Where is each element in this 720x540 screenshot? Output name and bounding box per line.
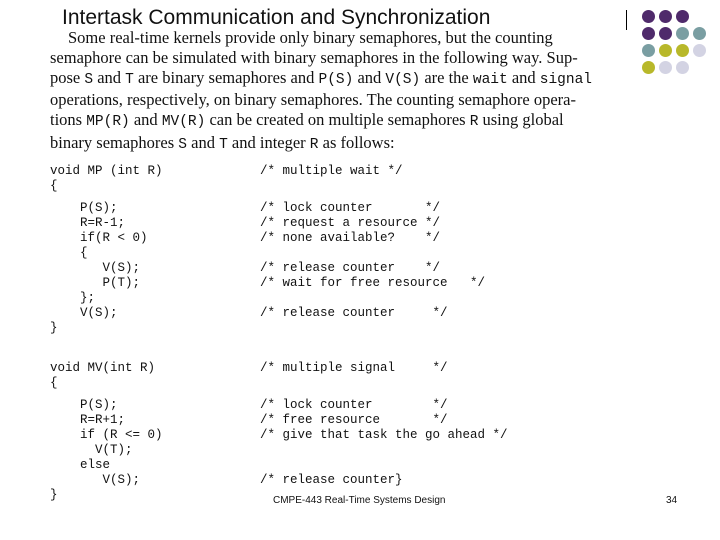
decorative-dot	[642, 27, 655, 40]
text-run: semaphore can be simulated with binary semaphores in the following way. Sup-	[50, 47, 578, 67]
paragraph-line	[50, 110, 630, 133]
decorative-dot	[693, 27, 706, 40]
decorative-dot	[676, 27, 689, 40]
text-run: as follows:	[318, 132, 395, 152]
code-comment: /* release counter */	[260, 261, 441, 275]
page-number: 34	[666, 495, 678, 506]
text-run: and	[93, 67, 126, 87]
inline-code: R	[309, 136, 319, 153]
decorative-dot	[693, 44, 706, 57]
footer-course: CMPE-443 Real-Time Systems Design	[273, 495, 446, 506]
text-run: binary semaphores	[50, 132, 179, 152]
decorative-dot	[659, 44, 672, 57]
code-line: V(S);	[50, 473, 141, 487]
code-comment: /* release counter */	[260, 306, 448, 320]
inline-code: V(S)	[385, 71, 421, 88]
code-line: void MV(int R)	[50, 361, 156, 375]
code-comment: /* lock counter */	[260, 201, 441, 215]
inline-code: T	[219, 136, 228, 153]
code-line: if (R <= 0)	[50, 428, 163, 442]
code-line: V(S);	[50, 261, 141, 275]
code-line: P(S);	[50, 201, 118, 215]
code-line: void MP (int R)	[50, 164, 163, 178]
decorative-dot	[676, 10, 689, 23]
text-run: operations, respectively, on binary semaphores. The counting semaphore opera-	[50, 90, 576, 110]
code-comment: /* release counter}	[260, 473, 403, 487]
decorative-dot	[659, 27, 672, 40]
code-line: V(S);	[50, 306, 118, 320]
code-comment: /* wait for free resource */	[260, 276, 486, 290]
inline-code: T	[125, 71, 134, 88]
code-line: {	[50, 246, 88, 260]
decorative-dot	[642, 10, 655, 23]
code-line: }	[50, 321, 58, 335]
text-run: and	[129, 110, 162, 130]
code-line: V(T);	[50, 443, 133, 457]
text-run: are the	[420, 67, 473, 87]
inline-code: signal	[539, 71, 592, 88]
decorative-dot	[676, 61, 689, 74]
inline-code: P(S)	[318, 71, 354, 88]
text-run: pose	[50, 67, 85, 87]
code-line: P(S);	[50, 398, 118, 412]
code-line: R=R-1;	[50, 216, 126, 230]
code-comment: /* multiple wait */	[260, 164, 403, 178]
code-line: if(R < 0)	[50, 231, 148, 245]
code-comment: /* free resource */	[260, 413, 448, 427]
code-comment: /* give that task the go ahead */	[260, 428, 508, 442]
code-comment: /* lock counter */	[260, 398, 448, 412]
text-run: are binary semaphores and	[133, 67, 319, 87]
code-line: }	[50, 488, 58, 502]
inline-code: MV(R)	[161, 114, 206, 131]
code-comment: /* multiple signal */	[260, 361, 448, 375]
inline-code: R	[469, 114, 479, 131]
paragraph-line	[50, 68, 630, 91]
text-run: Some real-time kernels provide only binary semaphores, but the counting	[68, 28, 553, 47]
code-comment: /* request a resource */	[260, 216, 441, 230]
code-line: };	[50, 291, 96, 305]
paragraph-line	[50, 133, 630, 156]
decorative-dot	[659, 61, 672, 74]
paragraph-line	[50, 48, 630, 68]
title-divider	[626, 10, 627, 30]
text-run: and	[187, 132, 220, 152]
decorative-dot	[642, 61, 655, 74]
text-run: can be created on multiple semaphores	[205, 110, 470, 130]
text-run: and	[353, 67, 386, 87]
code-line: R=R+1;	[50, 413, 126, 427]
text-run: and	[507, 67, 540, 87]
inline-code: S	[178, 136, 187, 153]
inline-code: wait	[472, 71, 508, 88]
inline-code: MP(R)	[86, 114, 130, 131]
text-run: tions	[50, 110, 87, 130]
text-run: using global	[478, 110, 564, 130]
code-line: P(T);	[50, 276, 141, 290]
paragraph-line	[50, 90, 630, 110]
decorative-dot	[676, 44, 689, 57]
code-comment: /* none available? */	[260, 231, 441, 245]
slide-title: Intertask Communication and Synchronization	[62, 6, 491, 29]
body-paragraph	[50, 28, 630, 156]
code-line: {	[50, 179, 58, 193]
code-line: {	[50, 376, 58, 390]
code-line: else	[50, 458, 111, 472]
decorative-dot	[659, 10, 672, 23]
paragraph-line	[50, 28, 630, 48]
text-run: and integer	[227, 132, 310, 152]
decorative-dot	[642, 44, 655, 57]
inline-code: S	[84, 71, 94, 88]
